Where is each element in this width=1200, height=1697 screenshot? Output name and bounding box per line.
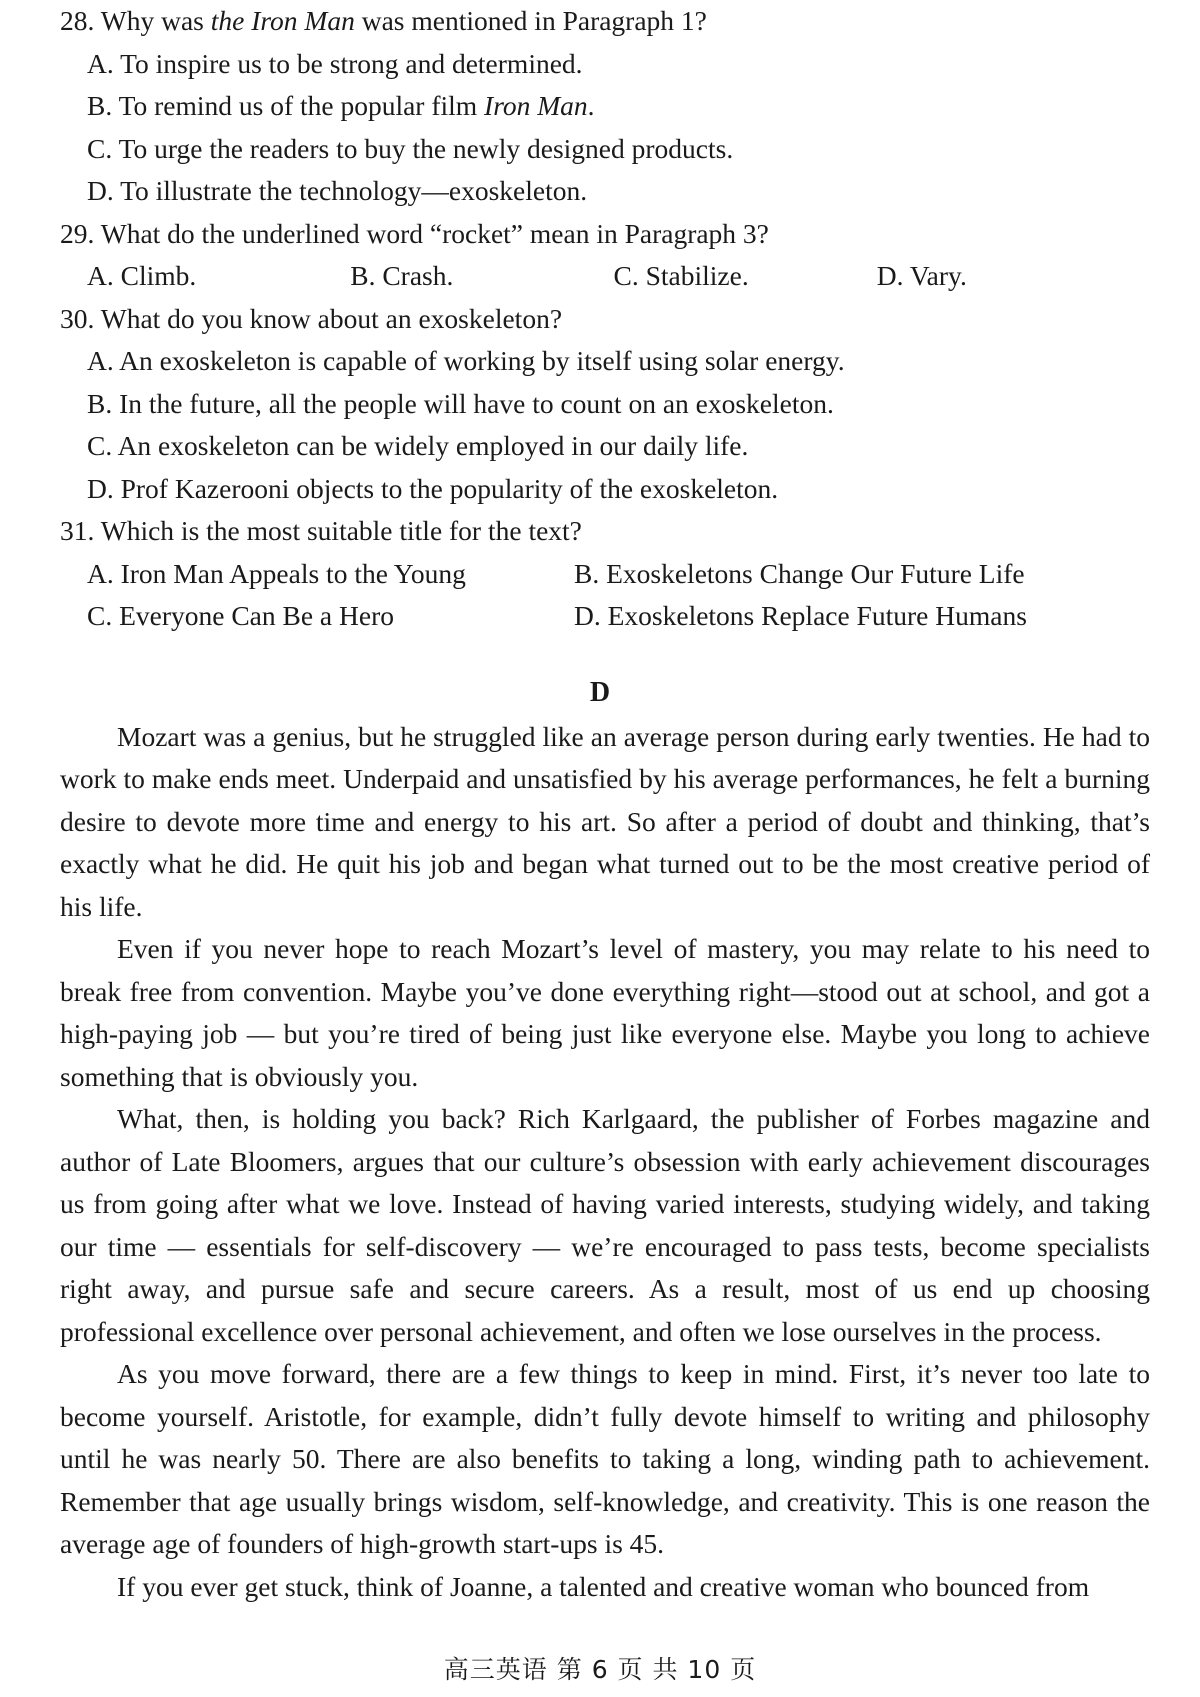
stem-text: 28. Why was (60, 5, 211, 36)
option-d: D. Prof Kazerooni objects to the popularity of the exoskeleton. (87, 472, 779, 504)
page-footer: 高三英语 第 6 页 共 10 页 (443, 1655, 757, 1684)
option-b: B. Exoskeletons Change Our Future Life (574, 557, 1025, 589)
options-row (60, 255, 1140, 298)
option-italic-text: Iron Man (484, 90, 588, 121)
option-a: A. Climb. (87, 260, 197, 291)
option-text: B. To remind us of the popular film (87, 90, 485, 121)
question-stem: 31. Which is the most suitable title for the text? (60, 515, 582, 546)
question-stem: 30. What do you know about an exoskeleton? (60, 302, 563, 334)
question-28 (60, 0, 1140, 213)
option-b: B. Crash. (350, 260, 454, 291)
option-c: C. Stabilize. (613, 260, 749, 291)
question-stem (60, 0, 1140, 43)
passage-paragraph: As you move forward, there are a few things to keep in mind. First, it’s never too late to become yourself. Aristotle, for example, didn’t fully devote himself to writing and philosophy until he was nearly 50. There are also benefits to taking a long, winding path to achievement. Remember that age usually brings wisdom, self-knowledge, and creativity. This is one reason the average age of founders of high-growth start-ups is 45. (60, 1358, 1150, 1559)
option-a: A. To inspire us to be strong and determined. (87, 47, 583, 79)
option-b (60, 85, 1140, 128)
option-a: A. Iron Man Appeals to the Young (87, 557, 466, 589)
passage-paragraph: Even if you never hope to reach Mozart’s level of mastery, you may relate to his need to break free from convention. Maybe you’ve done everything right—stood out at school, and got a high-paying job — but you’re tired of being just like everyone else. Maybe you long to achieve something that is obviously you. (60, 933, 1150, 1092)
option-c: C. Everyone Can Be a Hero (87, 600, 394, 631)
question-31 (60, 510, 1140, 638)
option-a: A. An exoskeleton is capable of working by itself using solar energy. (87, 345, 845, 376)
option-d: D. To illustrate the technology—exoskeleton. (87, 175, 588, 206)
option-c: C. To urge the readers to buy the newly designed products. (87, 132, 734, 164)
option-text: . (587, 90, 595, 121)
section-title: D (589, 676, 611, 708)
question-stem: 29. What do the underlined word “rocket” mean in Paragraph 3? (60, 217, 769, 249)
passage-paragraph: If you ever get stuck, think of Joanne, a talented and creative woman who bounced from (117, 1570, 1090, 1602)
option-d: D. Vary. (876, 260, 967, 291)
stem-italic-text: the Iron Man (210, 5, 355, 36)
options-row (60, 553, 1140, 596)
question-29 (60, 213, 1140, 298)
options-row (60, 595, 1140, 638)
option-b: B. In the future, all the people will have to count on an exoskeleton. (87, 387, 834, 419)
passage-paragraph: What, then, is holding you back? Rich Karlgaard, the publisher of Forbes magazine and author of Late Bloomers, argues that our culture’s obsession with early achievement discourages us from going after what we love. Instead of having varied interests, studying widely, and taking our time — essentials for self-discovery — we’re encouraged to pass tests, become specialists right away, and pursue safe and secure careers. As a result, most of us end up choosing professional excellence over personal achievement, and often we lose ourselves in the process. (60, 1103, 1150, 1347)
option-c: C. An exoskeleton can be widely employed in our daily life. (87, 430, 749, 461)
question-30 (60, 298, 1140, 511)
passage-paragraph: Mozart was a genius, but he struggled like an average person during early twenties. He had to work to make ends meet. Underpaid and unsatisfied by his average performances, he felt a burning desire to devote more time and energy to his art. So after a period of doubt and thinking, that’s exactly what he did. He quit his job and began what turned out to be the most creative period of his life. (60, 720, 1150, 922)
option-d: D. Exoskeletons Replace Future Humans (574, 600, 1027, 631)
reading-passage (60, 716, 1150, 1609)
stem-text: was mentioned in Paragraph 1? (354, 5, 707, 36)
